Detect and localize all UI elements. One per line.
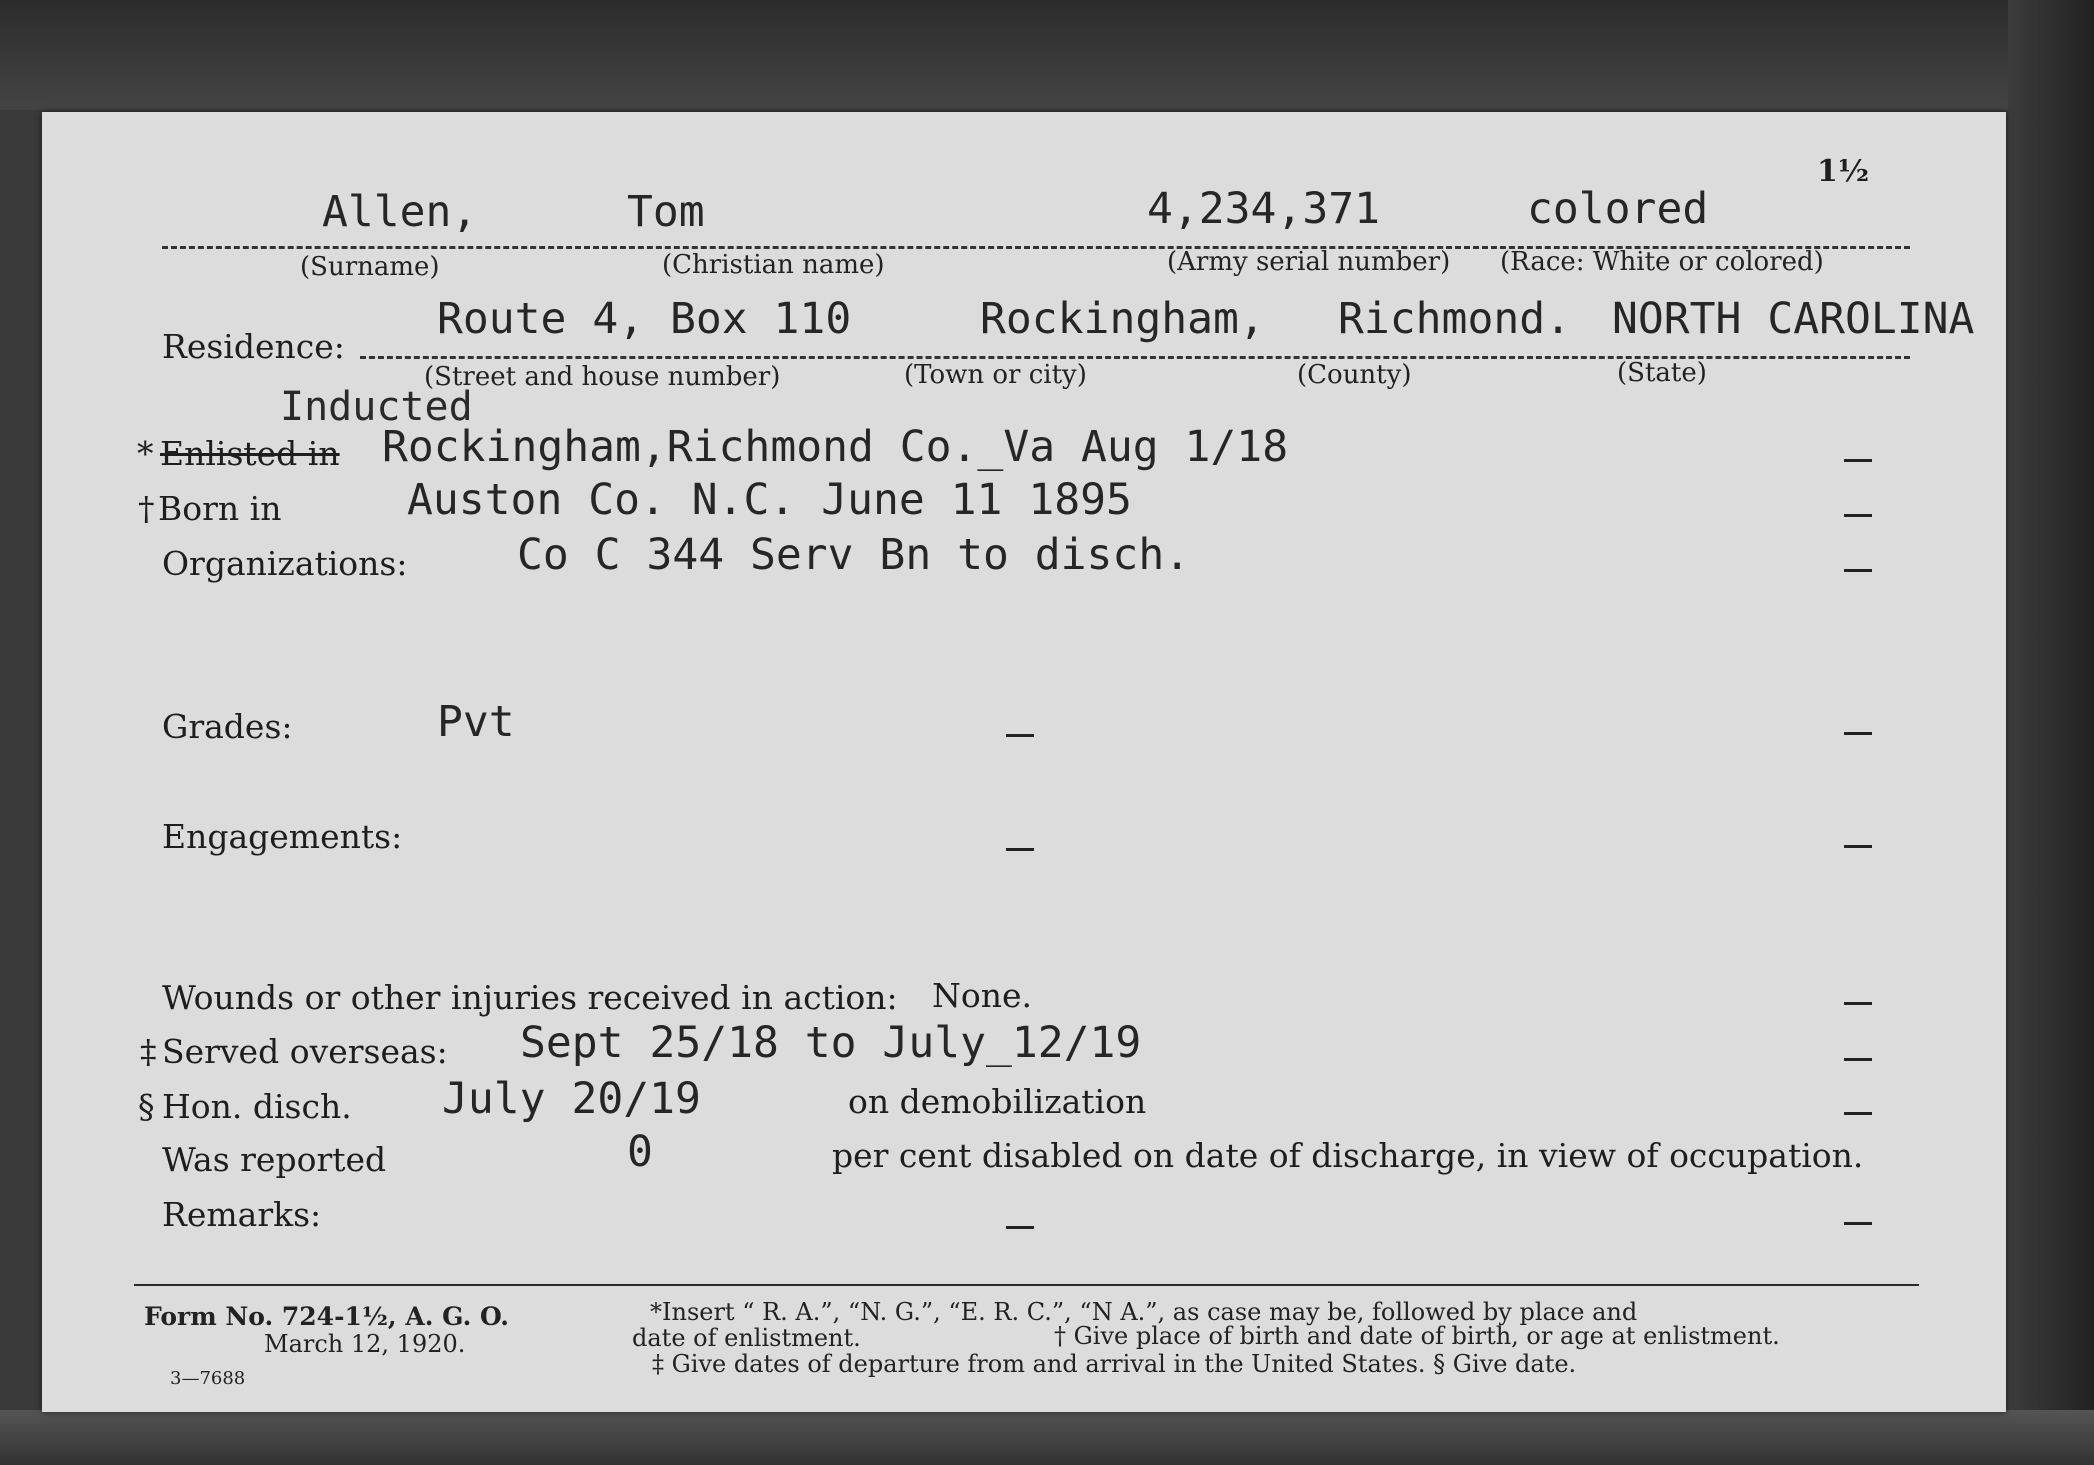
- footnote-enlistment-line2: date of enlistment.: [632, 1324, 861, 1352]
- enlisted-marker: *: [137, 434, 154, 473]
- overseas-label: Served overseas:: [162, 1032, 448, 1071]
- engagements-dash: [1844, 845, 1872, 848]
- discharge-note: on demobilization: [848, 1082, 1147, 1121]
- discharge-date-value: July 20/19: [442, 1074, 701, 1124]
- town-caption: (Town or city): [904, 360, 1087, 390]
- remarks-mid-dash: [1006, 1226, 1034, 1229]
- service-record-card: [42, 112, 2006, 1412]
- wounds-dash: [1844, 1002, 1872, 1005]
- born-dash: [1844, 514, 1872, 517]
- discharge-dash: [1844, 1112, 1872, 1115]
- footnote-birth: † Give place of birth and date of birth, or age at enlistment.: [1054, 1322, 1780, 1350]
- enlisted-dash: [1844, 459, 1872, 462]
- discharge-marker: §: [138, 1087, 155, 1126]
- footnote-overseas: ‡ Give dates of departure from and arrival in the United States. § Give date.: [652, 1350, 1577, 1378]
- christian-name-value: Tom: [627, 187, 705, 237]
- born-label: Born in: [158, 489, 282, 528]
- scan-background-top: [0, 0, 2094, 110]
- wounds-label: Wounds or other injuries received in action:: [162, 978, 898, 1017]
- reported-label: Was reported: [162, 1140, 387, 1179]
- organizations-dash: [1844, 569, 1872, 572]
- organizations-label: Organizations:: [162, 544, 408, 583]
- grades-value: Pvt: [437, 697, 515, 747]
- race-caption: (Race: White or colored): [1500, 247, 1824, 277]
- scan-background-right: [2008, 0, 2094, 1465]
- form-date: March 12, 1920.: [264, 1330, 466, 1358]
- engagements-label: Engagements:: [162, 817, 403, 856]
- scan-background-bottom: [0, 1410, 2094, 1465]
- inducted-overtype: Inducted: [280, 384, 473, 430]
- surname-caption: (Surname): [300, 252, 440, 282]
- county-caption: (County): [1297, 360, 1412, 390]
- serial-number-caption: (Army serial number): [1167, 247, 1451, 277]
- card-number: 1½: [1817, 154, 1870, 189]
- serial-number-value: 4,234,371: [1147, 184, 1380, 234]
- residence-county-value: Richmond.: [1338, 294, 1571, 344]
- residence-label: Residence:: [162, 327, 345, 366]
- surname-value: Allen,: [322, 187, 478, 237]
- residence-town-value: Rockingham,: [980, 294, 1265, 344]
- grades-label: Grades:: [162, 707, 293, 746]
- christian-name-caption: (Christian name): [662, 250, 885, 280]
- residence-state-value: NORTH CAROLINA: [1612, 294, 1975, 344]
- residence-street-value: Route 4, Box 110: [437, 294, 852, 344]
- remarks-label: Remarks:: [162, 1195, 322, 1234]
- form-number: Form No. 724-1½, A. G. O.: [144, 1302, 510, 1331]
- overseas-marker: ‡: [140, 1032, 157, 1071]
- print-code: 3—7688: [170, 1368, 246, 1389]
- wounds-value: None.: [932, 976, 1033, 1015]
- discharge-label: Hon. disch.: [162, 1087, 352, 1126]
- footnote-enlistment-line1: *Insert “ R. A.”, “N. G.”, “E. R. C.”, “N A.”, as case may be, followed by place and: [650, 1298, 1638, 1326]
- enlisted-label: Enlisted in: [160, 434, 340, 473]
- enlisted-value: Rockingham,Richmond Co._Va Aug 1/18: [382, 422, 1289, 472]
- grades-mid-dash: [1006, 734, 1034, 737]
- reported-text: per cent disabled on date of discharge, in view of occupation.: [832, 1136, 1864, 1175]
- grades-dash: [1844, 732, 1872, 735]
- remarks-dash: [1844, 1222, 1872, 1225]
- organizations-value: Co C 344 Serv Bn to disch.: [517, 530, 1191, 580]
- engagements-mid-dash: [1006, 848, 1034, 851]
- born-value: Auston Co. N.C. June 11 1895: [407, 475, 1132, 525]
- state-caption: (State): [1617, 358, 1707, 388]
- overseas-dash: [1844, 1058, 1872, 1061]
- footer-rule: [134, 1284, 1919, 1286]
- reported-value: 0: [627, 1127, 653, 1177]
- born-marker: †: [138, 489, 155, 528]
- overseas-value: Sept 25/18 to July_12/19: [520, 1018, 1142, 1068]
- race-value: colored: [1527, 184, 1709, 234]
- street-caption: (Street and house number): [424, 362, 781, 392]
